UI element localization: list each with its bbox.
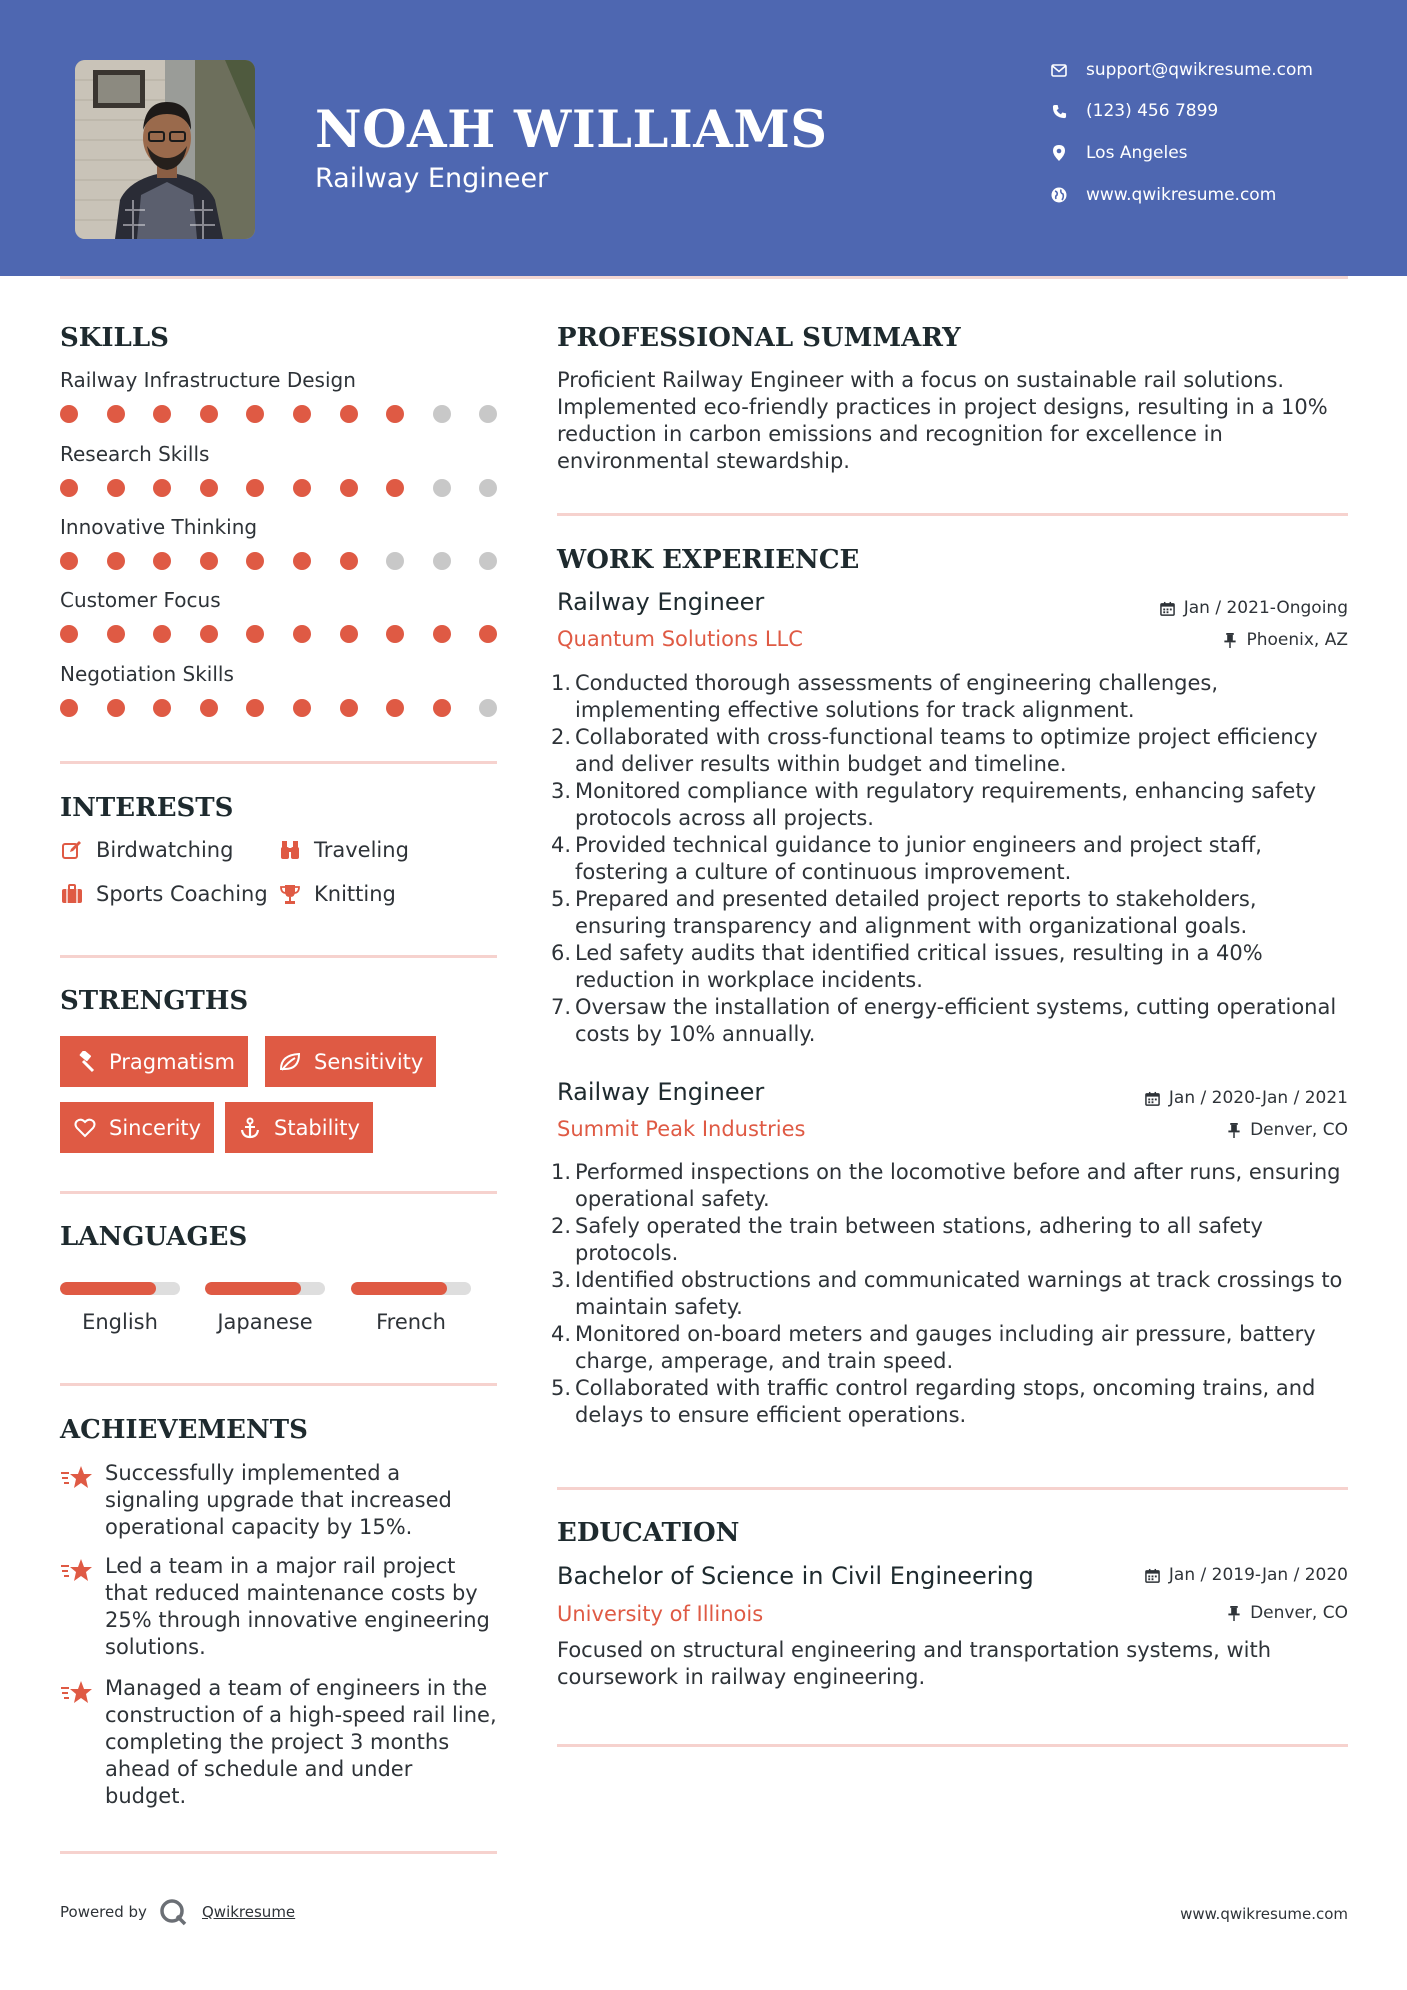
languages-heading: LANGUAGES [60, 1222, 248, 1252]
skill-dot-filled [200, 625, 218, 643]
education-location [1226, 1603, 1348, 1623]
qwikresume-logo-icon[interactable] [158, 1897, 188, 1927]
email-icon [1050, 61, 1068, 79]
skill-dot-filled [246, 405, 264, 423]
job-bullet: 3. Identified obstructions and communicated warnings at track crossings to maintain safety. [551, 1268, 1343, 1319]
skill-dot-filled [200, 479, 218, 497]
skill-dot-filled [246, 699, 264, 717]
skill-rating [60, 405, 500, 425]
skill-dot-filled [293, 479, 311, 497]
section-divider [60, 955, 497, 958]
section-divider [60, 761, 497, 764]
skill-dot-filled [153, 625, 171, 643]
interests-heading: INTERESTS [60, 793, 234, 823]
skill-dot-filled [293, 699, 311, 717]
skill-rating [60, 479, 500, 499]
language-level-bar [205, 1282, 325, 1295]
header-divider [60, 276, 1348, 279]
job-bullets [553, 670, 1348, 1048]
skill-dot-filled [340, 479, 358, 497]
job-bullet: 7. Oversaw the installation of energy-efficient systems, cutting operational costs by 10% annually. [551, 995, 1337, 1046]
strength-label: Pragmatism [109, 1049, 235, 1074]
company-name: Summit Peak Industries [557, 1117, 806, 1141]
job-location [1226, 1120, 1348, 1140]
gavel-icon [73, 1050, 97, 1074]
interest-label: Sports Coaching [96, 882, 268, 906]
summary-text: Proficient Railway Engineer with a focus on sustainable rail solutions. Implemented eco-friendly practices in project designs, resulting in a 10% reduction in carbon emissions and recognition for excellence in environmental stewardship. [557, 368, 1328, 473]
education-description: Focused on structural engineering and transportation systems, with coursework in railway engineering. [557, 1638, 1272, 1689]
suitcase-icon [60, 882, 84, 906]
skill-dot-filled [246, 479, 264, 497]
language-level-fill [351, 1282, 447, 1295]
education-heading: EDUCATION [557, 1518, 740, 1548]
skill-dot-empty [433, 405, 451, 423]
skill-dot-filled [107, 405, 125, 423]
contact-website-text: www.qwikresume.com [1086, 185, 1277, 205]
skill-name: Research Skills [60, 442, 210, 466]
skill-dot-filled [340, 552, 358, 570]
skill-dot-filled [200, 699, 218, 717]
job-location-text: Phoenix, AZ [1246, 630, 1348, 650]
candidate-name: NOAH WILLIAMS [315, 100, 828, 160]
skill-dot-empty [479, 405, 497, 423]
skill-dot-filled [340, 625, 358, 643]
contact-phone-text: (123) 456 7899 [1086, 101, 1219, 121]
achievement-item [60, 1553, 500, 1662]
job-bullet: 4. Provided technical guidance to junior engineers and project staff, fostering a culture of continuous improvement. [551, 833, 1262, 884]
profile-photo [75, 60, 255, 239]
language-name: Japanese [217, 1310, 313, 1334]
skill-dot-filled [433, 625, 451, 643]
calendar-icon [1145, 1567, 1161, 1583]
skill-dot-filled [386, 479, 404, 497]
interest-item [278, 838, 409, 862]
skill-dot-filled [293, 625, 311, 643]
contact-email[interactable] [1050, 55, 1380, 85]
skill-dot-empty [479, 552, 497, 570]
skill-dot-filled [107, 552, 125, 570]
calendar-icon [1145, 1090, 1161, 1106]
skill-dot-filled [479, 625, 497, 643]
strength-tag [225, 1102, 373, 1153]
interest-label: Knitting [314, 882, 396, 906]
education-dates [1145, 1565, 1348, 1585]
contact-location [1050, 138, 1380, 168]
skill-dot-filled [340, 405, 358, 423]
location-icon [1050, 144, 1068, 162]
education-dates-text: Jan / 2019-Jan / 2020 [1168, 1565, 1348, 1585]
job-dates-text: Jan / 2021-Ongoing [1183, 598, 1348, 618]
interest-label: Traveling [314, 838, 409, 862]
interest-item [278, 882, 396, 906]
skill-dot-filled [246, 552, 264, 570]
heart-icon [73, 1116, 97, 1140]
binoculars-icon [278, 838, 302, 862]
school-name: University of Illinois [557, 1602, 764, 1626]
language-level-fill [60, 1282, 156, 1295]
summary-heading: PROFESSIONAL SUMMARY [557, 323, 961, 353]
strengths-heading: STRENGTHS [60, 986, 249, 1016]
section-divider [60, 1383, 497, 1386]
skill-dot-filled [60, 552, 78, 570]
education-location-text: Denver, CO [1250, 1603, 1348, 1623]
job-title: Railway Engineer [557, 588, 765, 616]
calendar-icon [1160, 600, 1176, 616]
language-level-bar [351, 1282, 471, 1295]
skill-rating [60, 625, 500, 645]
skill-dot-filled [340, 699, 358, 717]
strength-label: Stability [274, 1115, 360, 1140]
skill-dot-empty [479, 699, 497, 717]
phone-icon [1050, 102, 1068, 120]
strength-tag [265, 1036, 436, 1087]
skill-name: Negotiation Skills [60, 662, 234, 686]
contact-phone[interactable] [1050, 96, 1380, 126]
section-divider [60, 1191, 497, 1194]
interest-item [60, 882, 268, 906]
skill-dot-filled [386, 625, 404, 643]
job-dates [1145, 1088, 1348, 1108]
skill-dot-filled [293, 405, 311, 423]
skill-dot-filled [60, 699, 78, 717]
powered-by-label: Powered by [60, 1903, 147, 1921]
section-divider [557, 1487, 1348, 1490]
skill-dot-filled [60, 625, 78, 643]
footer-website[interactable]: www.qwikresume.com [1180, 1905, 1348, 1923]
job-bullet: 4. Monitored on-board meters and gauges including air pressure, battery charge, amperage, and train speed. [551, 1322, 1316, 1373]
achievement-item [60, 1460, 500, 1542]
language-name: English [82, 1310, 158, 1334]
achievement-text: Managed a team of engineers in the construction of a high-speed rail line, completing the project 3 months ahead of schedule and under budget. [105, 1676, 497, 1808]
job-dates-text: Jan / 2020-Jan / 2021 [1168, 1088, 1348, 1108]
contact-email-text: support@qwikresume.com [1086, 60, 1313, 80]
job-dates [1160, 598, 1348, 618]
candidate-title: Railway Engineer [315, 163, 549, 194]
trophy-icon [278, 882, 302, 906]
skill-dot-filled [153, 699, 171, 717]
interest-item [60, 838, 233, 862]
contact-website[interactable] [1050, 180, 1380, 210]
skill-name: Customer Focus [60, 588, 221, 612]
language-level-bar [60, 1282, 180, 1295]
skill-dot-empty [479, 479, 497, 497]
job-bullet: 3. Monitored compliance with regulatory requirements, enhancing safety protocols across all projects. [551, 779, 1317, 830]
job-title: Railway Engineer [557, 1078, 765, 1106]
skill-dot-filled [153, 552, 171, 570]
strength-tag [60, 1036, 248, 1087]
job-bullet: 1. Performed inspections on the locomotive before and after runs, ensuring operational safety. [551, 1160, 1341, 1211]
skill-name: Innovative Thinking [60, 515, 258, 539]
degree-title: Bachelor of Science in Civil Engineering [557, 1562, 1034, 1590]
job-bullet: 6. Led safety audits that identified critical issues, resulting in a 40% reduction in workplace incidents. [551, 941, 1263, 992]
skill-dot-filled [386, 405, 404, 423]
section-divider [60, 1851, 497, 1854]
job-bullets [553, 1159, 1348, 1429]
strength-tag [60, 1102, 214, 1153]
job-bullet: 1. Conducted thorough assessments of engineering challenges, implementing effective solutions for track alignment. [551, 671, 1219, 722]
language-level-fill [205, 1282, 301, 1295]
skill-name: Railway Infrastructure Design [60, 368, 356, 392]
contact-location-text: Los Angeles [1086, 143, 1188, 163]
star-icon [60, 1557, 94, 1585]
leaf-icon [278, 1050, 302, 1074]
anchor-icon [238, 1116, 262, 1140]
interest-label: Birdwatching [96, 838, 234, 862]
qwikresume-link[interactable]: Qwikresume [202, 1903, 296, 1921]
skill-dot-filled [107, 479, 125, 497]
pushpin-icon [1226, 1122, 1242, 1138]
achievement-item [60, 1675, 500, 1811]
skill-dot-filled [60, 405, 78, 423]
achievements-heading: ACHIEVEMENTS [60, 1415, 308, 1445]
language-name: French [376, 1310, 446, 1334]
star-icon [60, 1679, 94, 1707]
skill-dot-filled [246, 625, 264, 643]
section-divider [557, 513, 1348, 516]
job-bullet: 5. Collaborated with traffic control regarding stops, oncoming trains, and delays to ensure efficient operations. [551, 1376, 1316, 1427]
strength-label: Sensitivity [314, 1049, 424, 1074]
skill-dot-filled [107, 699, 125, 717]
achievement-text: Successfully implemented a signaling upgrade that increased operational capacity by 15%. [105, 1461, 452, 1539]
skill-dot-filled [200, 405, 218, 423]
experience-heading: WORK EXPERIENCE [557, 545, 860, 575]
skill-dot-filled [153, 405, 171, 423]
section-divider [557, 1744, 1348, 1747]
skill-rating [60, 699, 500, 719]
achievement-text: Led a team in a major rail project that reduced maintenance costs by 25% through innovative engineering solutions. [105, 1554, 490, 1659]
skill-dot-filled [293, 552, 311, 570]
pencil-square-icon [60, 838, 84, 862]
job-bullet: 2. Safely operated the train between stations, adhering to all safety protocols. [551, 1214, 1263, 1265]
skill-dot-empty [433, 552, 451, 570]
job-location [1222, 630, 1348, 650]
skill-dot-filled [386, 699, 404, 717]
strength-label: Sincerity [109, 1115, 202, 1140]
skill-dot-filled [107, 625, 125, 643]
skill-dot-filled [60, 479, 78, 497]
skill-dot-filled [200, 552, 218, 570]
skill-dot-filled [153, 479, 171, 497]
skills-heading: SKILLS [60, 323, 169, 353]
job-location-text: Denver, CO [1250, 1120, 1348, 1140]
skill-dot-empty [433, 479, 451, 497]
job-bullet: 2. Collaborated with cross-functional teams to optimize project efficiency and deliver results within budget and timeline. [551, 725, 1318, 776]
resume-header [0, 0, 1407, 276]
skill-dot-filled [433, 699, 451, 717]
star-icon [60, 1464, 94, 1492]
company-name: Quantum Solutions LLC [557, 627, 803, 651]
globe-icon [1050, 186, 1068, 204]
skill-rating [60, 552, 500, 572]
job-bullet: 5. Prepared and presented detailed project reports to stakeholders, ensuring transparency and alignment with organizational goals. [551, 887, 1257, 938]
pushpin-icon [1222, 632, 1238, 648]
pushpin-icon [1226, 1605, 1242, 1621]
skill-dot-empty [386, 552, 404, 570]
